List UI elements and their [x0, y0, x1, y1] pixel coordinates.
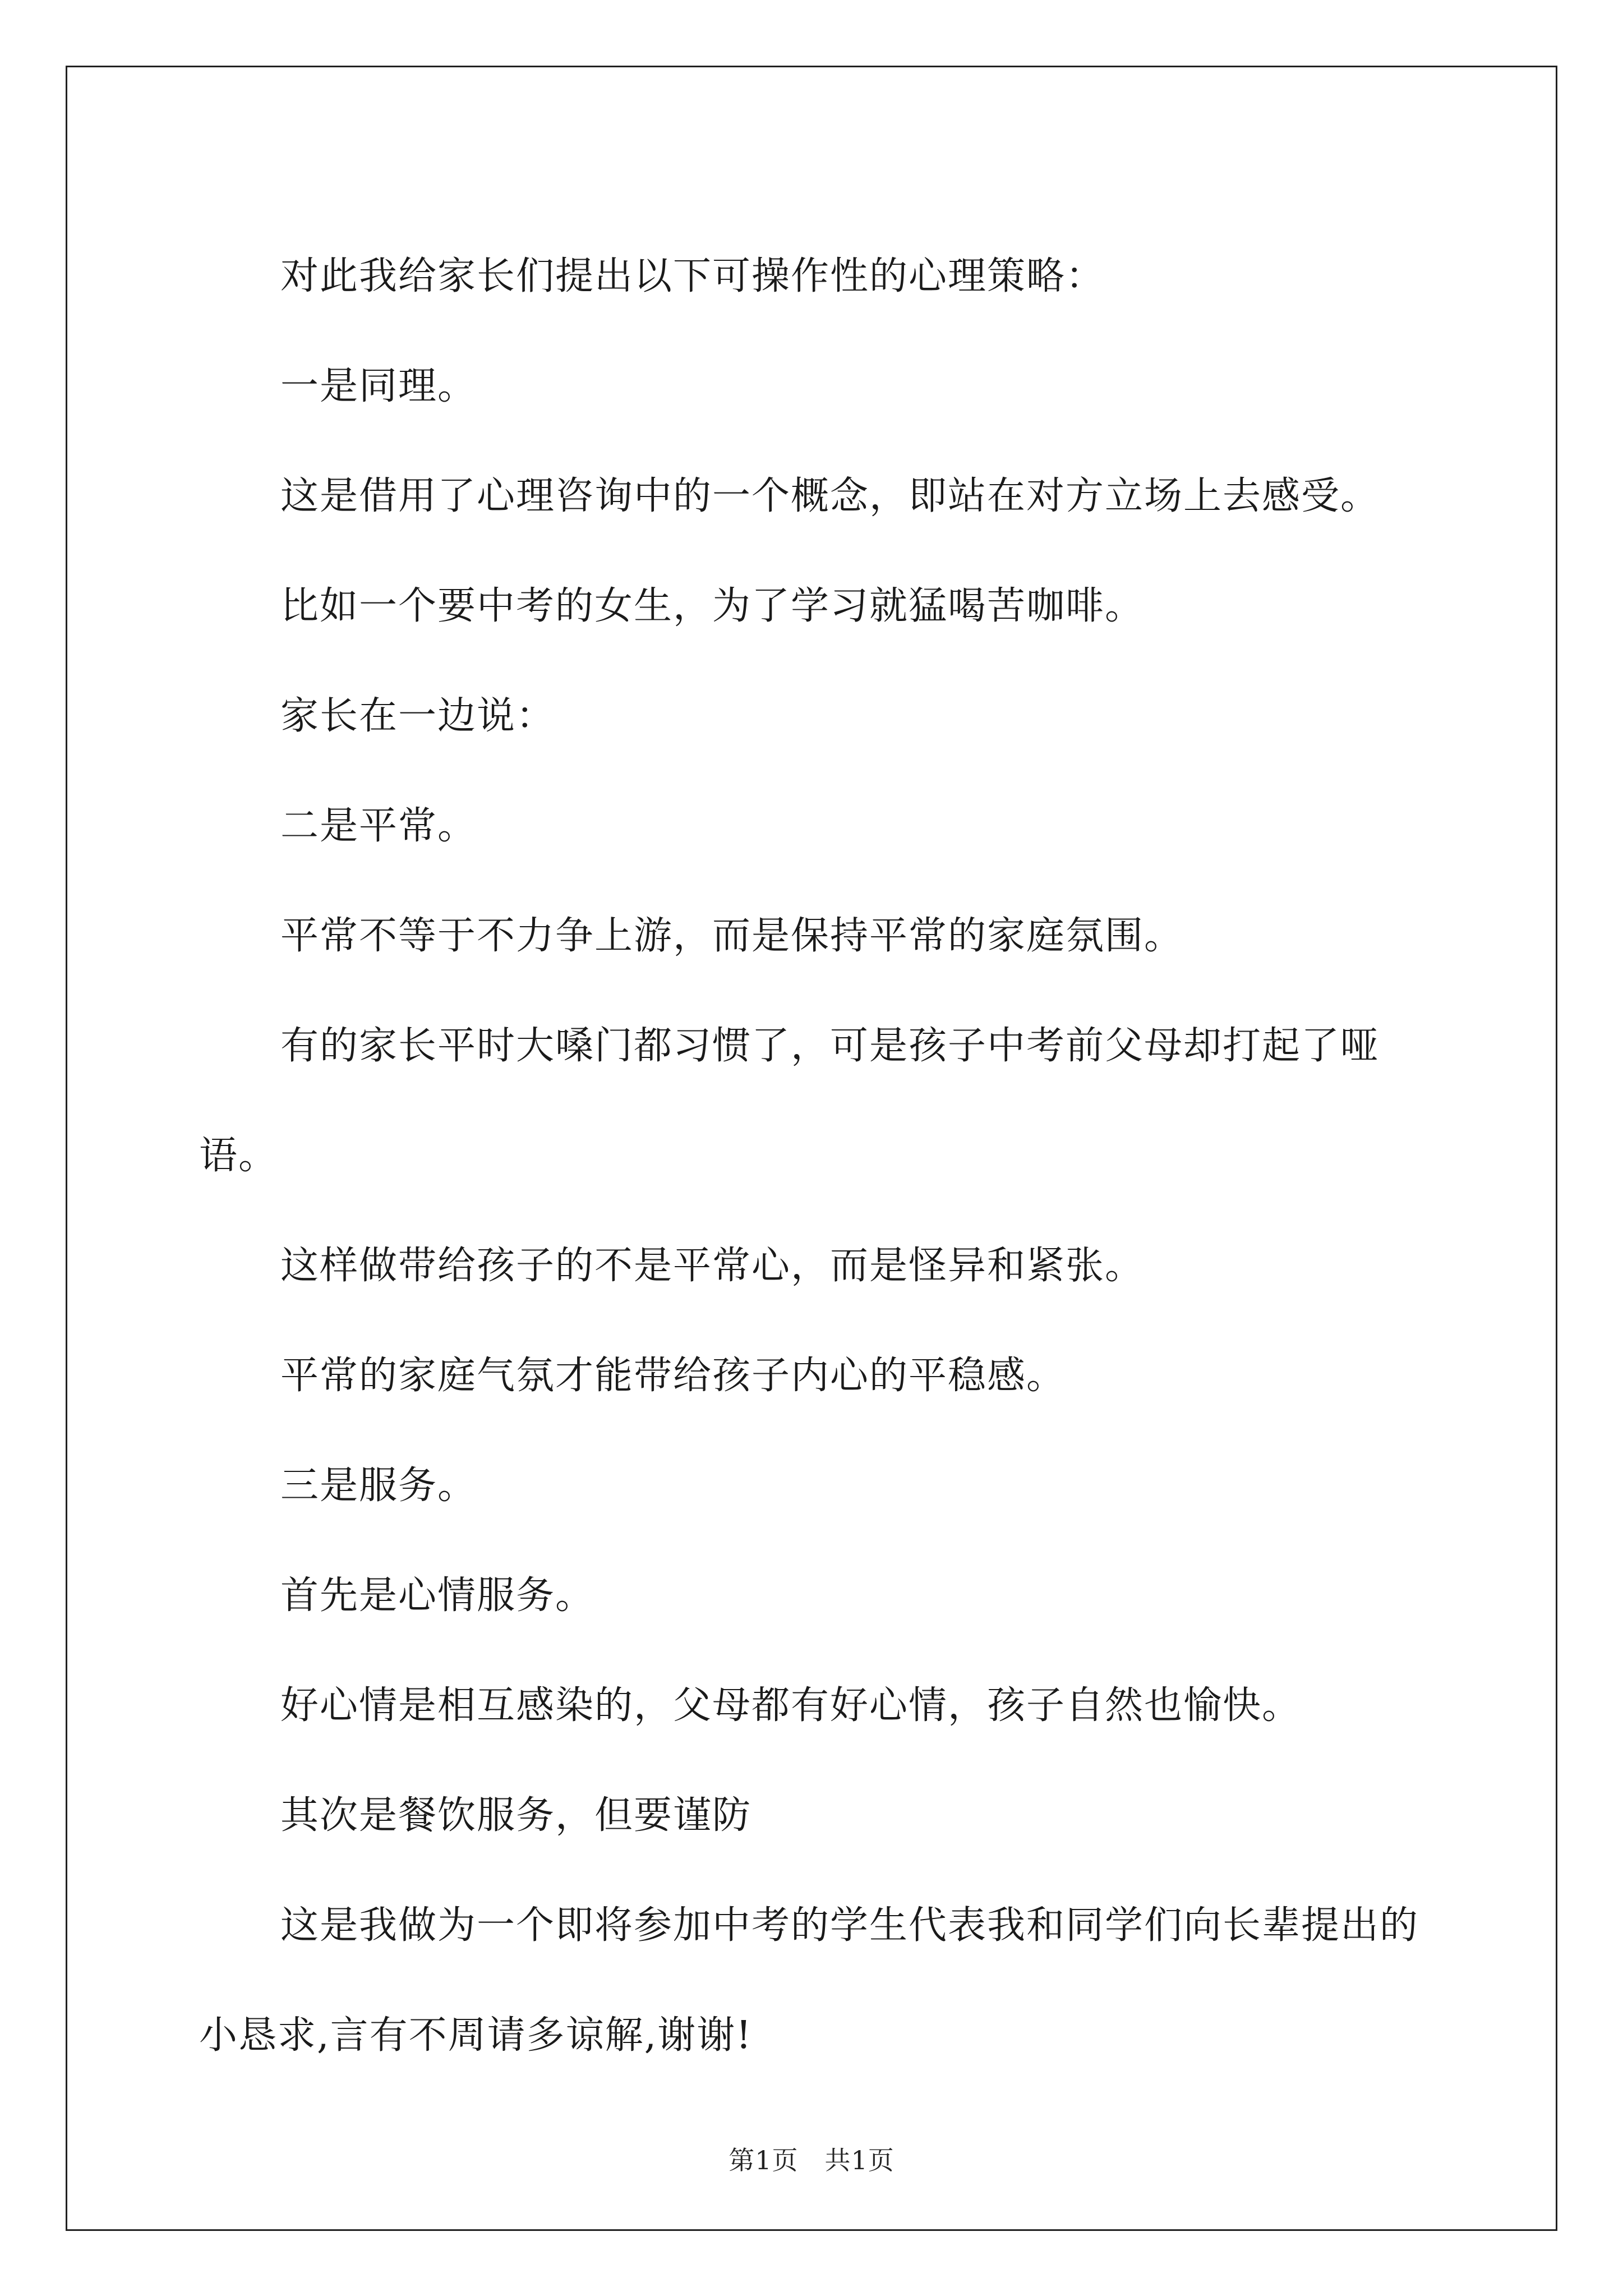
page-footer	[0, 2140, 1623, 2177]
paragraph: 首先是心情服务。	[280, 1573, 595, 1618]
paragraph: 这样做带给孩子的不是平常心，而是怪异和紧张。	[280, 1244, 1145, 1288]
paragraph: 这是我做为一个即将参加中考的学生代表我和同学们向长辈提出的小恳求,言有不周请多谅解,谢谢!	[199, 1903, 1419, 2058]
paragraph: 平常不等于不力争上游，而是保持平常的家庭氛围。	[280, 914, 1184, 958]
paragraph: 二是平常。	[280, 804, 477, 848]
paragraph: 好心情是相互感染的，父母都有好心情，孩子自然也愉快。	[280, 1683, 1302, 1728]
paragraph: 这是借用了心理咨询中的一个概念，即站在对方立场上去感受。	[280, 474, 1380, 518]
paragraph: 家长在一边说：	[280, 694, 556, 738]
paragraph: 其次是餐饮服务，但要谨防	[280, 1793, 752, 1838]
page-total: 共1页	[824, 2145, 895, 2175]
paragraph: 比如一个要中考的女生，为了学习就猛喝苦咖啡。	[280, 584, 1145, 628]
paragraph: 一是同理。	[280, 364, 477, 408]
paragraph: 三是服务。	[280, 1464, 477, 1508]
paragraph: 平常的家庭气氛才能带给孩子内心的平稳感。	[280, 1354, 1066, 1398]
page-number: 第1页	[728, 2145, 799, 2175]
paragraph: 有的家长平时大嗓门都习惯了，可是孩子中考前父母却打起了哑语。	[199, 1024, 1380, 1178]
document-body	[199, 222, 1436, 2091]
paragraph: 对此我给家长们提出以下可操作性的心理策略：	[280, 254, 1105, 298]
